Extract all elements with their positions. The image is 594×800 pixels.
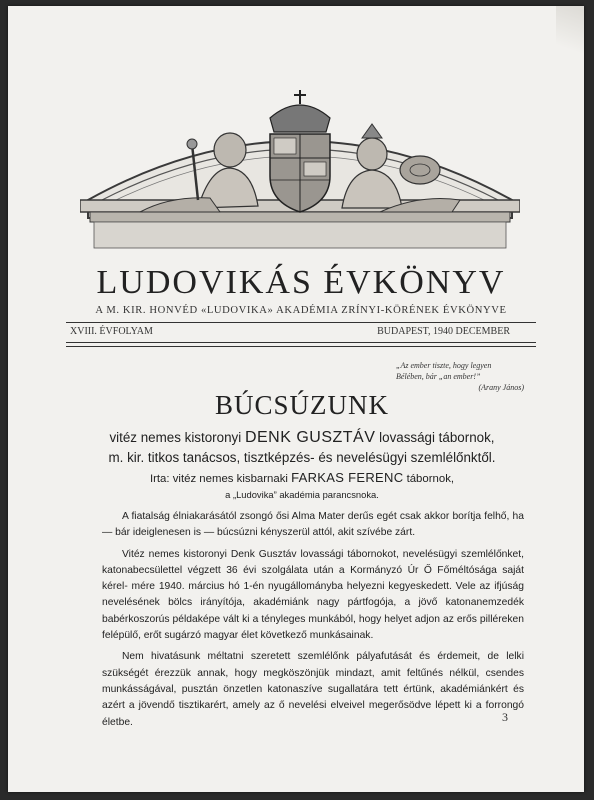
body-paragraph: A fiatalság élniakarásától zsongó ősi Alma Mater derűs egét csak akkor borítja felhő, ha — bár ideiglenesen is — búcsúzni kényszerül attól, akit szívébe zárt. — [102, 511, 524, 539]
author-name: FARKAS FERENC — [291, 470, 404, 485]
article-body — [102, 509, 524, 736]
publication-subtitle: A M. KIR. HONVÉD «LUDOVIKA» AKADÉMIA ZRÍNYI-KÖRÉNEK ÉVKÖNYVE — [95, 305, 507, 316]
page-number: 3 — [502, 710, 508, 724]
dedication-line-1 — [78, 428, 526, 448]
motto-source: (Arany János) — [478, 383, 524, 392]
dedication-post: lovassági tábornok, — [379, 430, 495, 445]
author-role: a „Ludovika” akadémia parancsnoka. — [225, 489, 379, 500]
motto-line-2: Bélében, bár „an ember!” — [396, 372, 481, 381]
motto-line-1: „Az ember tiszte, hogy legyen — [396, 361, 492, 370]
document-page — [8, 6, 584, 792]
publication-title: LUDOVIKÁS ÉVKÖNYV — [96, 264, 506, 301]
dedication-pre: vitéz nemes kistoronyi — [109, 430, 242, 445]
author-line — [78, 470, 526, 487]
motto-quote — [396, 360, 528, 393]
author-pre: Irta: vitéz nemes kisbarnaki — [149, 473, 288, 485]
crowned-coat-of-arms-relief-icon — [80, 88, 520, 258]
header-divider — [66, 322, 536, 323]
header-double-divider — [66, 342, 536, 347]
author-post: tábornok, — [406, 473, 455, 485]
article-heading: BÚCSÚZUNK — [214, 390, 390, 420]
place-date-label: BUDAPEST, 1940 DECEMBER — [377, 326, 510, 337]
body-paragraph: Nem hivatásunk méltatni szeretett szemlélőnk pályafutását és érdemeit, de lelki szükségét érezzük annak, hogy megköszönjük mindazt, amit feltűnés nélkül, csendes munkásságával, pusztán önzetlen katonaszíve sugallatára tett értünk, akadémiánkért és azért a jövendő tisztikarért, amely az ő nevelési elveivel megerősödve lépett ki a forrongó életbe. — [102, 651, 524, 728]
dedication-line-2: m. kir. titkos tanácsos, tisztképzés- és nevelésügyi szemlélőnktől. — [108, 450, 496, 465]
page-curl — [556, 6, 584, 66]
dedication-name: DENK GUSZTÁV — [244, 429, 376, 446]
article-dedication — [78, 428, 526, 468]
article-author — [78, 470, 526, 503]
body-paragraph: Vitéz nemes kistoronyi Denk Gusztáv lovassági tábornokot, nevelésügyi szemlélőnket, katonabecsülettel végzett 36 évi szolgálata után a Kormányzó Úr Ő Főméltósága saját kérel- mére 1940. március hó 1-én nyugállományba helyezni kegyeskedett. Vele az ifjúság nevelésének bölcs irányítója, akadémiánk nagy pártfogója, a jövő katonanemzedék babérkoszorús példaképe vált ki a tényleges munkából, hogy helyet adjon az erős pilléreken felépülő, erőt sugárzó magyar élet következő munkásainak. — [102, 548, 524, 642]
volume-label: XVIII. ÉVFOLYAM — [70, 326, 153, 337]
